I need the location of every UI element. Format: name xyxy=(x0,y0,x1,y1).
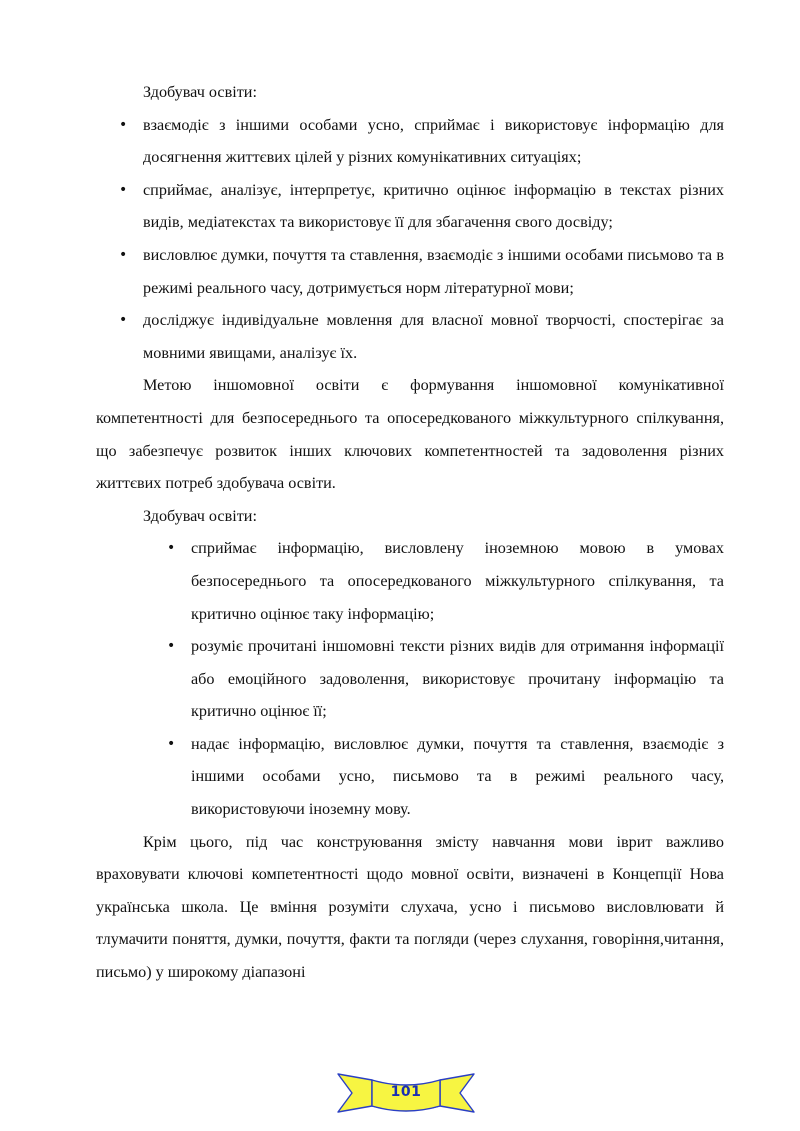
section2-intro: Здобувач освіти: xyxy=(143,506,257,525)
list-item: • досліджує індивідуальне мовлення для власної мовної творчості, спостерігає за мовними явищами, аналізує їх. xyxy=(96,304,724,369)
section2-bullet-list xyxy=(96,532,724,825)
final-paragraph: Крім цього, під час конструювання змісту навчання мови іврит важливо враховувати ключові компетентності щодо мовної освіти, визначені в Концепції Нова українська школа. Це вміння розуміти слухача, усно і письмово висловлювати й тлумачити поняття, думки, почуття, факти та погляди (через слухання, говоріння,читання, письмо) у широкому діапазоні xyxy=(96,832,724,982)
list-item: • висловлює думки, почуття та ставлення, взаємодіє з іншими особами письмово та в режимі реального часу, дотримується норм літературної мови; xyxy=(96,239,724,304)
page-number: 101 xyxy=(390,1084,422,1100)
list-item: • взаємодіє з іншими особами усно, сприймає і використовує інформацію для досягнення життєвих цілей у різних комунікативних ситуаціях; xyxy=(96,109,724,174)
section1-intro: Здобувач освіти: xyxy=(143,83,257,101)
document-page xyxy=(96,76,724,989)
list-item: • розуміє прочитані іншомовні тексти різних видів для отримання інформації або емоційного задоволення, використовує прочитану інформацію та критично оцінює її; xyxy=(96,630,724,728)
goal-paragraph: Метою іншомовної освіти є формування іншомовної комунікативної компетентності для безпосереднього та опосередкованого міжкультурного спілкування, що забезпечує розвиток інших ключових компетентностей та задоволення різних життєвих потреб здобувача освіти. xyxy=(96,376,724,493)
section1-bullet-list xyxy=(96,109,724,370)
list-item: • сприймає інформацію, висловлену іноземною мовою в умовах безпосереднього та опосередкованого міжкультурного спілкування, та критично оцінює таку інформацію; xyxy=(96,532,724,630)
list-item: • надає інформацію, висловлює думки, почуття та ставлення, взаємодіє з іншими особами усно, письмово та в режимі реального часу, використовуючи іноземну мову. xyxy=(96,728,724,826)
page-number-banner xyxy=(336,1068,476,1118)
list-item: • сприймає, аналізує, інтерпретує, критично оцінює інформацію в текстах різних видів, медіатекстах та використовує її для збагачення свого досвіду; xyxy=(96,174,724,239)
